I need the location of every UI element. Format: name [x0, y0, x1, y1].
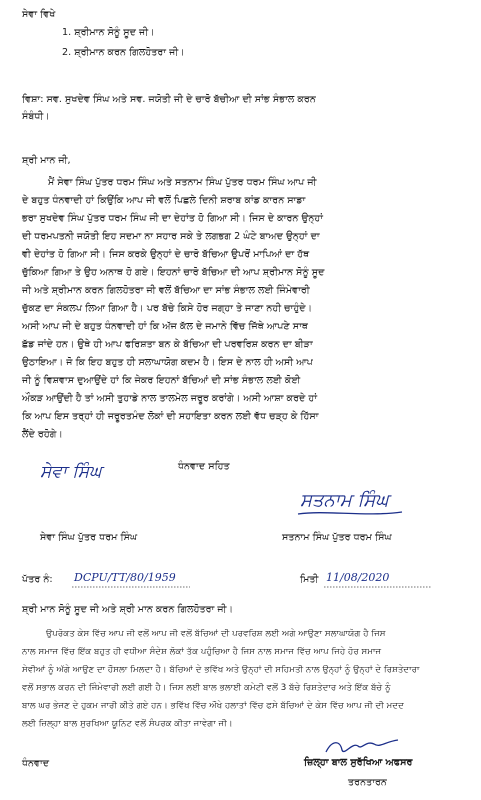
right-signature-underline [296, 508, 406, 518]
body-line: ਭਰਾ ਸੁਖਦੇਵ ਸਿੰਘ ਪੁੱਤਰ ਧਰਮ ਸਿੰਘ ਜੀ ਦਾ ਦੇਹਾਂਤ ਹੋ ਗਿਆ ਸੀ। ਜਿਸ ਦੇ ਕਾਰਨ ਉਨ੍ਹਾਂ [22, 213, 324, 224]
left-signatory-name: ਸੇਵਾ ਸਿੰਘ ਪੁੱਤਰ ਧਰਮ ਸਿੰਘ [40, 532, 138, 543]
reference-underline [72, 585, 192, 589]
body-line: ਦੇ ਬਹੁਤ ਧੰਨਵਾਦੀ ਹਾਂ ਕਿਉਂਕਿ ਆਪ ਜੀ ਵਲੋਂ ਪਿਛਲੇ ਦਿਨੀ ਸ਼ਰਾਬ ਕਾਂਡ ਕਾਰਨ ਸਾਡਾ [22, 195, 306, 206]
body-line: ਅਸੀ ਆਪ ਜੀ ਦੇ ਬਹੁਤ ਧੰਨਵਾਦੀ ਹਾਂ ਕਿ ਅੱਜ ਕੱਲ ਦੇ ਜਮਾਨੇ ਵਿੱਚ ਜਿੱਥੇ ਆਪਣੇ ਸਾਥ [22, 321, 308, 332]
body-line: ਜੀ ਅਤੇ ਸ਼੍ਰੀਮਾਨ ਕਰਨ ਗਿਲਹੋਤਰਾ ਜੀ ਵਲੋਂ ਬੱਚਿਆ ਦਾ ਸਾਂਭ ਸੰਭਾਲ ਲਈ ਜਿੰਮੇਵਾਰੀ [22, 285, 310, 296]
body-line: ਚੁੱਕਣ ਦਾ ਸੰਕਲਪ ਲਿਆ ਗਿਆ ਹੈ। ਪਰ ਬੱਚੇ ਕਿਸੇ ਹੋਰ ਜਗ੍ਹਾ ਤੇ ਜਾਣਾ ਨਹੀ ਚਾਹੁੰਦੇ। [22, 303, 313, 314]
reply-greeting: ਸ਼੍ਰੀ ਮਾਨ ਸੋਨੂੰ ਸੂਦ ਜੀ ਅਤੇ ਸ਼੍ਰੀ ਮਾਨ ਕਰਨ ਗਿਲਹੋਤਰਾ ਜੀ। [22, 604, 234, 615]
reply-closing: ਧੰਨਵਾਦ [22, 758, 50, 769]
right-signatory-name: ਸਤਨਾਮ ਸਿੰਘ ਪੁੱਤਰ ਧਰਮ ਸਿੰਘ [282, 532, 392, 543]
body-line: ਕਿ ਆਪ ਇਸ ਤਰ੍ਹਾਂ ਹੀ ਜਰੂਰਤਮੰਦ ਲੋਕਾਂ ਦੀ ਸਹਾਇਤਾ ਕਰਨ ਲਈ ਵੱਧ ਚੜ੍ਹ ਕੇ ਹਿੱਸਾ [22, 411, 319, 422]
closing: ਧੰਨਵਾਦ ਸਹਿਤ [178, 461, 230, 472]
left-handwritten-signature: ਸੇਵਾ ਸਿੰਘ [40, 462, 102, 482]
reply-line: ਲਈ ਜ਼ਿਲ੍ਹਾ ਬਾਲ ਸੁਰਖਿਆ ਯੂਨਿਟ ਵਲੋਂ ਸੰਪਰਕ ਕੀਤਾ ਜਾਵੇਗਾ ਜੀ। [22, 719, 233, 729]
reference-label: ਪੱਤਰ ਨੰ: [22, 574, 53, 585]
body-line: ਮੈਂ ਸੇਵਾ ਸਿੰਘ ਪੁੱਤਰ ਧਰਮ ਸਿੰਘ ਅਤੇ ਸਤਨਾਮ ਸਿੰਘ ਪੁੱਤਰ ਧਰਮ ਸਿੰਘ ਆਪ ਜੀ [48, 177, 317, 188]
reply-line: ਉਪਰੋਕਤ ਕੇਸ ਵਿੱਚ ਆਪ ਜੀ ਵਲੋਂ ਆਪ ਜੀ ਵਲੋਂ ਬੱਚਿਆਂ ਦੀ ਪਰਵਰਿਸ਼ ਲਈ ਅਗੇ ਆਉਣਾ ਸਲਾਘਾਯੋਗ ਹੈ ਜਿਸ [46, 629, 386, 639]
greeting: ਸ਼੍ਰੀ ਮਾਨ ਜੀ, [22, 155, 71, 166]
reply-line: ਨਾਲ ਸਮਾਜ ਵਿੱਚ ਇੱਕ ਬਹੁਤ ਹੀ ਵਧੀਆ ਸੰਦੇਸ਼ ਲੋਕਾਂ ਤੱਕ ਪਹੁੰਚਿਆ ਹੈ ਜਿਸ ਨਾਲ ਸਮਾਜ ਵਿੱਚ ਆਪ ਜਿਹੇ ਹੋਰ ਸਮਾਜ [22, 647, 382, 657]
reply-line: ਬਾਲ ਘਰ ਭੇਜਣ ਦੇ ਹੁਕਮ ਜਾਰੀ ਕੀਤੇ ਗਏ ਹਨ। ਭਵਿੱਖ ਵਿੱਚ ਔਖੇ ਹਲਾਤਾਂ ਵਿੱਚ ਫਸੇ ਬੱਚਿਆਂ ਦੇ ਕੇਸ ਵਿੱਚ ਆਪ ਜੀ ਦੀ ਮਦਦ [22, 701, 404, 711]
right-handwritten-signature: ਸਤਨਾਮ ਸਿੰਘ [300, 490, 389, 511]
date-label: ਮਿਤੀ [300, 574, 319, 585]
body-line: ਉਠਾਇਆ। ਜੋ ਕਿ ਇਹ ਬਹੁਤ ਹੀ ਸਲਾਘਾਯੋਗ ਕਦਮ ਹੈ। ਇਸ ਦੇ ਨਾਲ ਹੀ ਅਸੀ ਆਪ [22, 357, 313, 368]
reference-number: DCPU/TT/80/1959 [74, 571, 176, 584]
body-line: ਵੀ ਦੇਹਾਂਤ ਹੋ ਗਿਆ ਸੀ। ਜਿਸ ਕਰਕੇ ਉਨ੍ਹਾਂ ਦੇ ਚਾਰੋ ਬੱਚਿਆ ਉਪਰੋਂ ਮਾਪਿਆਂ ਦਾ ਹੱਥ [22, 249, 310, 260]
salutation: ਸੇਵਾ ਵਿਖੇ [22, 9, 56, 20]
recipient-1: 1. ਸ਼੍ਰੀਮਾਨ ਸੋਨੂੰ ਸੂਦ ਜੀ। [62, 27, 155, 38]
body-line: ਔਕੜ ਆਉਂਦੀ ਹੈ ਤਾਂ ਅਸੀ ਤੁਹਾਡੇ ਨਾਲ ਤਾਲਮੇਲ ਜਰੂਰ ਕਰਾਂਗੇ। ਅਸੀ ਆਸ਼ਾ ਕਰਦੇ ਹਾਂ [22, 393, 318, 404]
body-line: ਜੀ ਨੂੰ ਵਿਸ਼ਵਾਸ ਦੁਆਉਂਦੇ ਹਾਂ ਕਿ ਜੇਕਰ ਇਹਨਾਂ ਬੱਚਿਆਂ ਦੀ ਸਾਂਭ ਸੰਭਾਲ ਲਈ ਕੋਈ [22, 375, 301, 386]
subject-line-1: ਵਿਸ਼ਾ: ਸਵ. ਸੁਖਦੇਵ ਸਿੰਘ ਅਤੇ ਸਵ. ਜਯੋਤੀ ਜੀ ਦੇ ਚਾਰੋ ਬੱਚੀਆ ਦੀ ਸਾਂਭ ਸੰਭਾਲ ਕਰਨ [22, 94, 316, 105]
subject-line-2: ਸੰਬੰਧੀ। [22, 111, 50, 122]
reply-line: ਸੇਵੀਆਂ ਨੂੰ ਅੱਗੇ ਆਉਣ ਦਾ ਹੌਸਲਾ ਮਿਲਦਾ ਹੈ। ਬੱਚਿਆਂ ਦੇ ਭਵਿੱਖ ਅਤੇ ਉਨ੍ਹਾਂ ਦੀ ਸਹਿਮਤੀ ਨਾਲ ਉਨ੍ਹਾਂ ਨੂੰ ਉਨ੍ਹਾਂ ਦੇ ਰਿਸ਼ਤੇਦਾਰਾ [22, 665, 420, 675]
recipient-2: 2. ਸ਼੍ਰੀਮਾਨ ਕਰਨ ਗਿਲਹੋਤਰਾ ਜੀ। [62, 47, 185, 58]
date-value: 11/08/2020 [326, 571, 390, 584]
officer-title: ਜ਼ਿਲ੍ਹਾ ਬਾਲ ਸੁਰੱਖਿਆ ਅਫਸਰ [304, 757, 413, 768]
body-line: ਲੈਂਦੇ ਰਹੋਗੇ। [22, 429, 63, 440]
body-line: ਛੱਡ ਜਾਂਦੇ ਹਨ। ਉਥੇ ਹੀ ਆਪ ਫਰਿਸ਼ਤਾ ਬਨ ਕੇ ਬੱਚਿਆ ਦੀ ਪਰਵਰਿਸ਼ ਕਰਨ ਦਾ ਬੀੜਾ [22, 339, 313, 350]
body-line: ਚੁੱਕਿਆ ਗਿਆ ਤੇ ਉਹ ਅਨਾਥ ਹੋ ਗਏ। ਇਹਨਾਂ ਚਾਰੋ ਬੱਚਿਆ ਦੀ ਆਪ ਸ਼੍ਰੀਮਾਨ ਸੋਨੂੰ ਸੂਦ [22, 267, 325, 278]
body-line: ਦੀ ਧਰਮਪਤਨੀ ਜਯੋਤੀ ਇਹ ਸਦਮਾ ਨਾ ਸਹਾਰ ਸਕੇ ਤੇ ਲਗਭਗ 2 ਘੰਟੇ ਬਾਅਦ ਉਨ੍ਹਾਂ ਦਾ [22, 231, 320, 242]
date-underline [324, 585, 434, 589]
officer-place: ਤਰਨਤਾਰਨ [348, 777, 387, 788]
reply-line: ਵਲੋਂ ਸਭਾਲ ਕਰਨ ਦੀ ਜਿੰਮੇਵਾਰੀ ਲਈ ਗਈ ਹੈ। ਜਿਸ ਲਈ ਬਾਲ ਭਲਾਈ ਕਮੇਟੀ ਵਲੋਂ 3 ਬੱਚੇ ਰਿਸ਼ਤੇਦਾਰ ਅਤੇ ਇੱਕ ਬੱਚੇ ਨੂੰ [22, 683, 391, 693]
